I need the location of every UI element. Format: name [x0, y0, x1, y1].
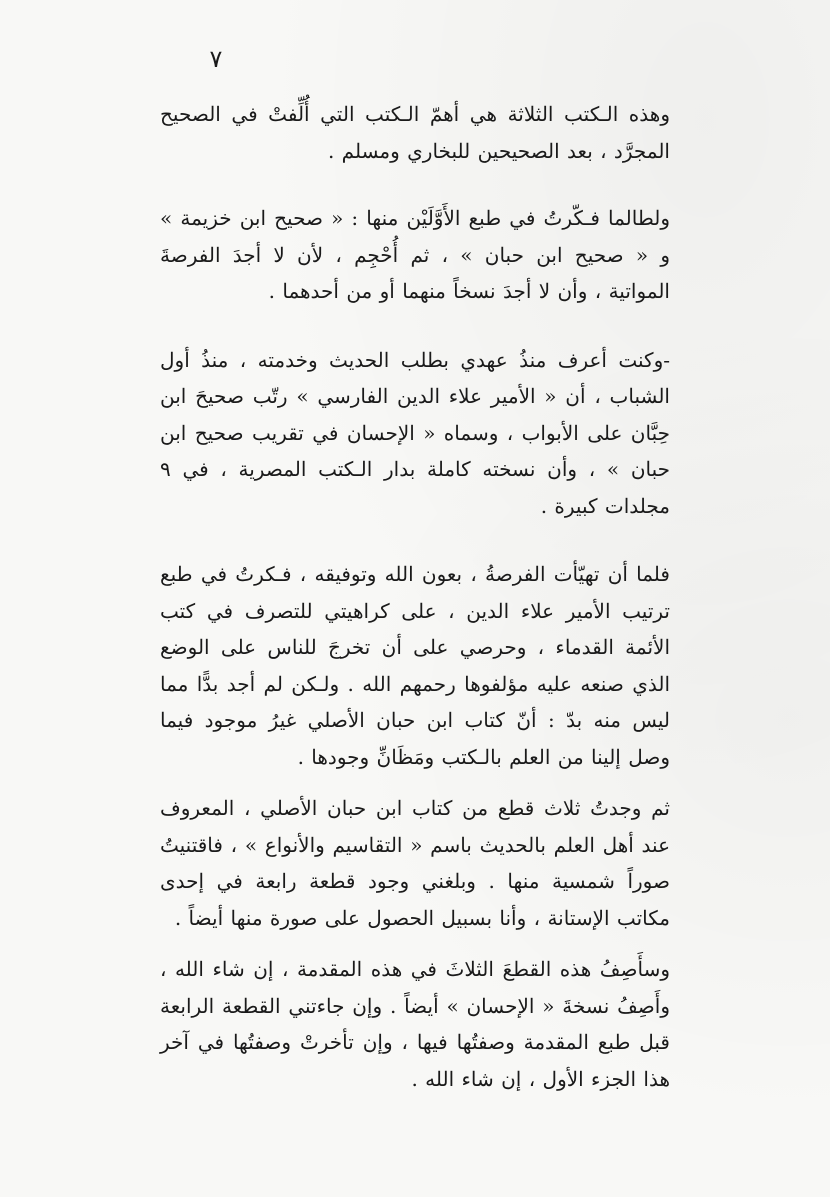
paragraph-3: -وكنت أعرف منذُ عهدي بطلب الحديث وخدمته ، منذُ أول الشباب ، أن « الأمير علاء الدين الفارسي » رتّب صحيحَ ابن حِبَّان على الأبواب ، وسماه « الإحسان في تقريب صحيح ابن حبان » ، وأن نسخته كاملة بدار الـكتب المصرية ، في ٩ مجلدات كبيرة . [160, 347, 670, 518]
paragraph-1: وهذه الـكتب الثلاثة هي أهمّ الـكتب التي أُلِّفتْ في الصحيح المجرَّد ، بعد الصحيحين للبخاري ومسلم . [160, 102, 670, 163]
paragraph-5: ثم وجدتُ ثلاث قطع من كتاب ابن حبان الأصلي ، المعروف عند أهل العلم بالحديث باسم « التقاسيم والأنواع » ، فاقتنيتُ صوراً شمسية منها . وبلغني وجود قطعة رابعة في إحدى مكاتب الإستانة ، وأنا بسبيل الحصول على صورة منها أيضاً . [160, 796, 670, 930]
body-text [160, 96, 670, 1097]
paragraph-4: فلما أن تهيّأت الفرصةُ ، بعون الله وتوفيقه ، فـكرتُ في طبع ترتيب الأمير علاء الدين ، على كراهيتي للتصرف في كتب الأئمة القدماء ، وحرصي على أن تخرجَ للناس على الوضع الذي صنعه عليه مؤلفوها رحمهم الله . ولـكن لم أجد بدًّا مما ليس منه بدّ : أنّ كتاب ابن حبان الأصلي غيرُ موجود فيما وصل إلينا من العلم بالـكتب ومَظَانِّ وجودها . [160, 562, 670, 769]
paragraph-6: وسأَصِفُ هذه القطعَ الثلاثَ في هذه المقدمة ، إن شاء الله ، وأَصِفُ نسخةَ « الإحسان » أيضاً . وإن جاءتني القطعة الرابعة قبل طبع المقدمة وصفتُها فيها ، وإن تأخرتْ وصفتُها في آخر هذا الجزء الأول ، إن شاء الله . [160, 957, 670, 1091]
paragraph-2: ولطالما فـكّرتُ في طبع الأَوَّلَيْن منها : « صحيح ابن خزيمة » و « صحيح ابن حبان » ، ثم أُحْجِم ، لأن لا أجدَ الفرصةَ المواتية ، وأن لا أجدَ نسخاً منهما أو من أحدهما . [160, 206, 670, 303]
page-number: ٧ [209, 45, 223, 73]
